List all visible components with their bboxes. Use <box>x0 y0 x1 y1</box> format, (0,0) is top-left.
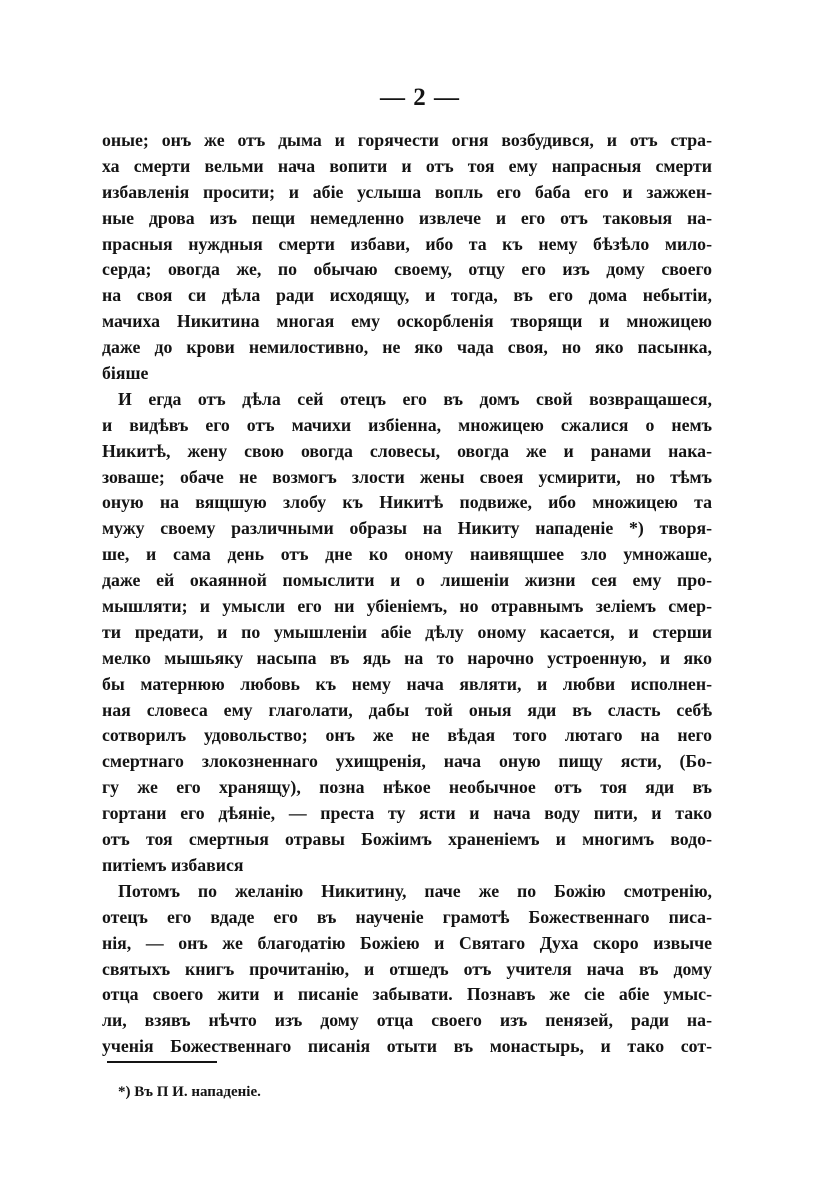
text-line: сотворилъ удовольство; онъ же не вѣдая того лютаго на него <box>102 725 712 746</box>
text-line: отца своего жити и писаніе забывати. Познавъ же сіе абіе умыс- <box>102 984 712 1005</box>
text-line: избавленія просити; и абіе услыша вопль его баба его и зажжен- <box>102 181 712 202</box>
text-line: нія, — онъ же благодатію Божіею и Святаго Духа скоро извыче <box>102 932 712 953</box>
text-line: Никитѣ, жену свою овогда словесы, овогда же и ранами нака- <box>102 440 712 461</box>
text-line: зоваше; обаче не возмогъ злости жены своея усмирити, но тѣмъ <box>102 466 712 487</box>
text-line: ные дрова изъ пещи немедленно извлече и его отъ таковыя на- <box>102 207 712 228</box>
text-line: біяше <box>102 363 149 384</box>
text-body <box>102 128 712 1060</box>
text-line: питіемъ избавися <box>102 854 244 875</box>
page-number: — 2 — <box>380 84 460 111</box>
text-line: смертнаго злокозненнаго ухищренія, нача оную пищу ясти, (Бо- <box>102 751 712 772</box>
text-line: и видѣвъ его отъ мачихи избіенна, множицею сжалися о немъ <box>102 414 712 435</box>
paragraph <box>102 128 712 387</box>
text-line: святыхъ книгъ прочитанію, и отшедъ отъ учителя нача въ дому <box>102 958 712 979</box>
text-line: мужу своему различными образы на Никиту нападеніе *) творя- <box>102 518 712 539</box>
text-line: бы матернюю любовь къ нему нача являти, и любви исполнен- <box>102 673 712 694</box>
text-line: серда; овогда же, по обычаю своему, отцу его изъ дому своего <box>102 259 712 280</box>
paragraph <box>102 879 712 1060</box>
text-line: ти предати, и по умышленіи абіе дѣлу оному касается, и стерши <box>102 621 712 642</box>
text-line: ная словеса ему глаголати, дабы той оныя яди въ сласть себѣ <box>102 699 712 720</box>
text-line: даже до крови немилостивно, не яко чада своя, но яко пасынка, <box>102 337 712 358</box>
text-line: мышляти; и умысли его ни убіеніемъ, но отравнымъ зеліемъ смер- <box>102 596 712 617</box>
text-line: ше, и сама день отъ дне ко оному наивящшее зло умножаше, <box>102 544 712 565</box>
footnote: *) Въ П И. нападеніе. <box>118 1084 261 1100</box>
paragraph <box>102 387 712 879</box>
text-line: И егда отъ дѣла сей отецъ его въ домъ свой возвращашеся, <box>118 388 712 409</box>
text-line: Потомъ по желанію Никитину, паче же по Божію смотренію, <box>118 880 712 901</box>
text-line: ха смерти вельми нача вопити и отъ тоя ему напрасныя смерти <box>102 155 712 176</box>
text-line: ли, взявъ нѣчто изъ дому отца своего изъ пенязей, ради на- <box>102 1010 712 1031</box>
text-line: оные; онъ же отъ дыма и горячести огня возбудився, и отъ стра- <box>102 130 712 150</box>
text-line: ученія Божественнаго писанія отыти въ монастырь, и тако сот- <box>102 1036 712 1057</box>
text-line: даже ей окаянной помыслити и о лишеніи жизни сея ему про- <box>102 570 712 591</box>
text-line: прасныя нуждныя смерти избави, ибо та къ нему бѣзѣло мило- <box>102 233 712 254</box>
text-line: мачиха Никитина многая ему оскорбленія творящи и множицею <box>102 311 712 332</box>
text-line: отецъ его вдаде его въ наученіе грамотѣ Божественнаго писа- <box>102 906 712 927</box>
text-line: мелко мышьяку насыпа въ ядь на то нарочно устроенную, и яко <box>102 647 712 668</box>
text-line: оную на вящшую злобу къ Никитѣ подвиже, ибо множицею та <box>102 492 712 513</box>
text-line: гортани его дѣяніе, — преста ту ясти и нача воду пити, и тако <box>102 803 712 824</box>
text-line: гу же его хранящу), позна нѣкое необычное отъ тоя яди въ <box>102 777 712 798</box>
footnote-divider <box>107 1061 217 1063</box>
text-line: на своя си дѣла ради исходящу, и тогда, въ его дома небытіи, <box>102 285 712 306</box>
text-line: отъ тоя смертныя отравы Божіимъ храненіемъ и многимъ водо- <box>102 829 712 850</box>
